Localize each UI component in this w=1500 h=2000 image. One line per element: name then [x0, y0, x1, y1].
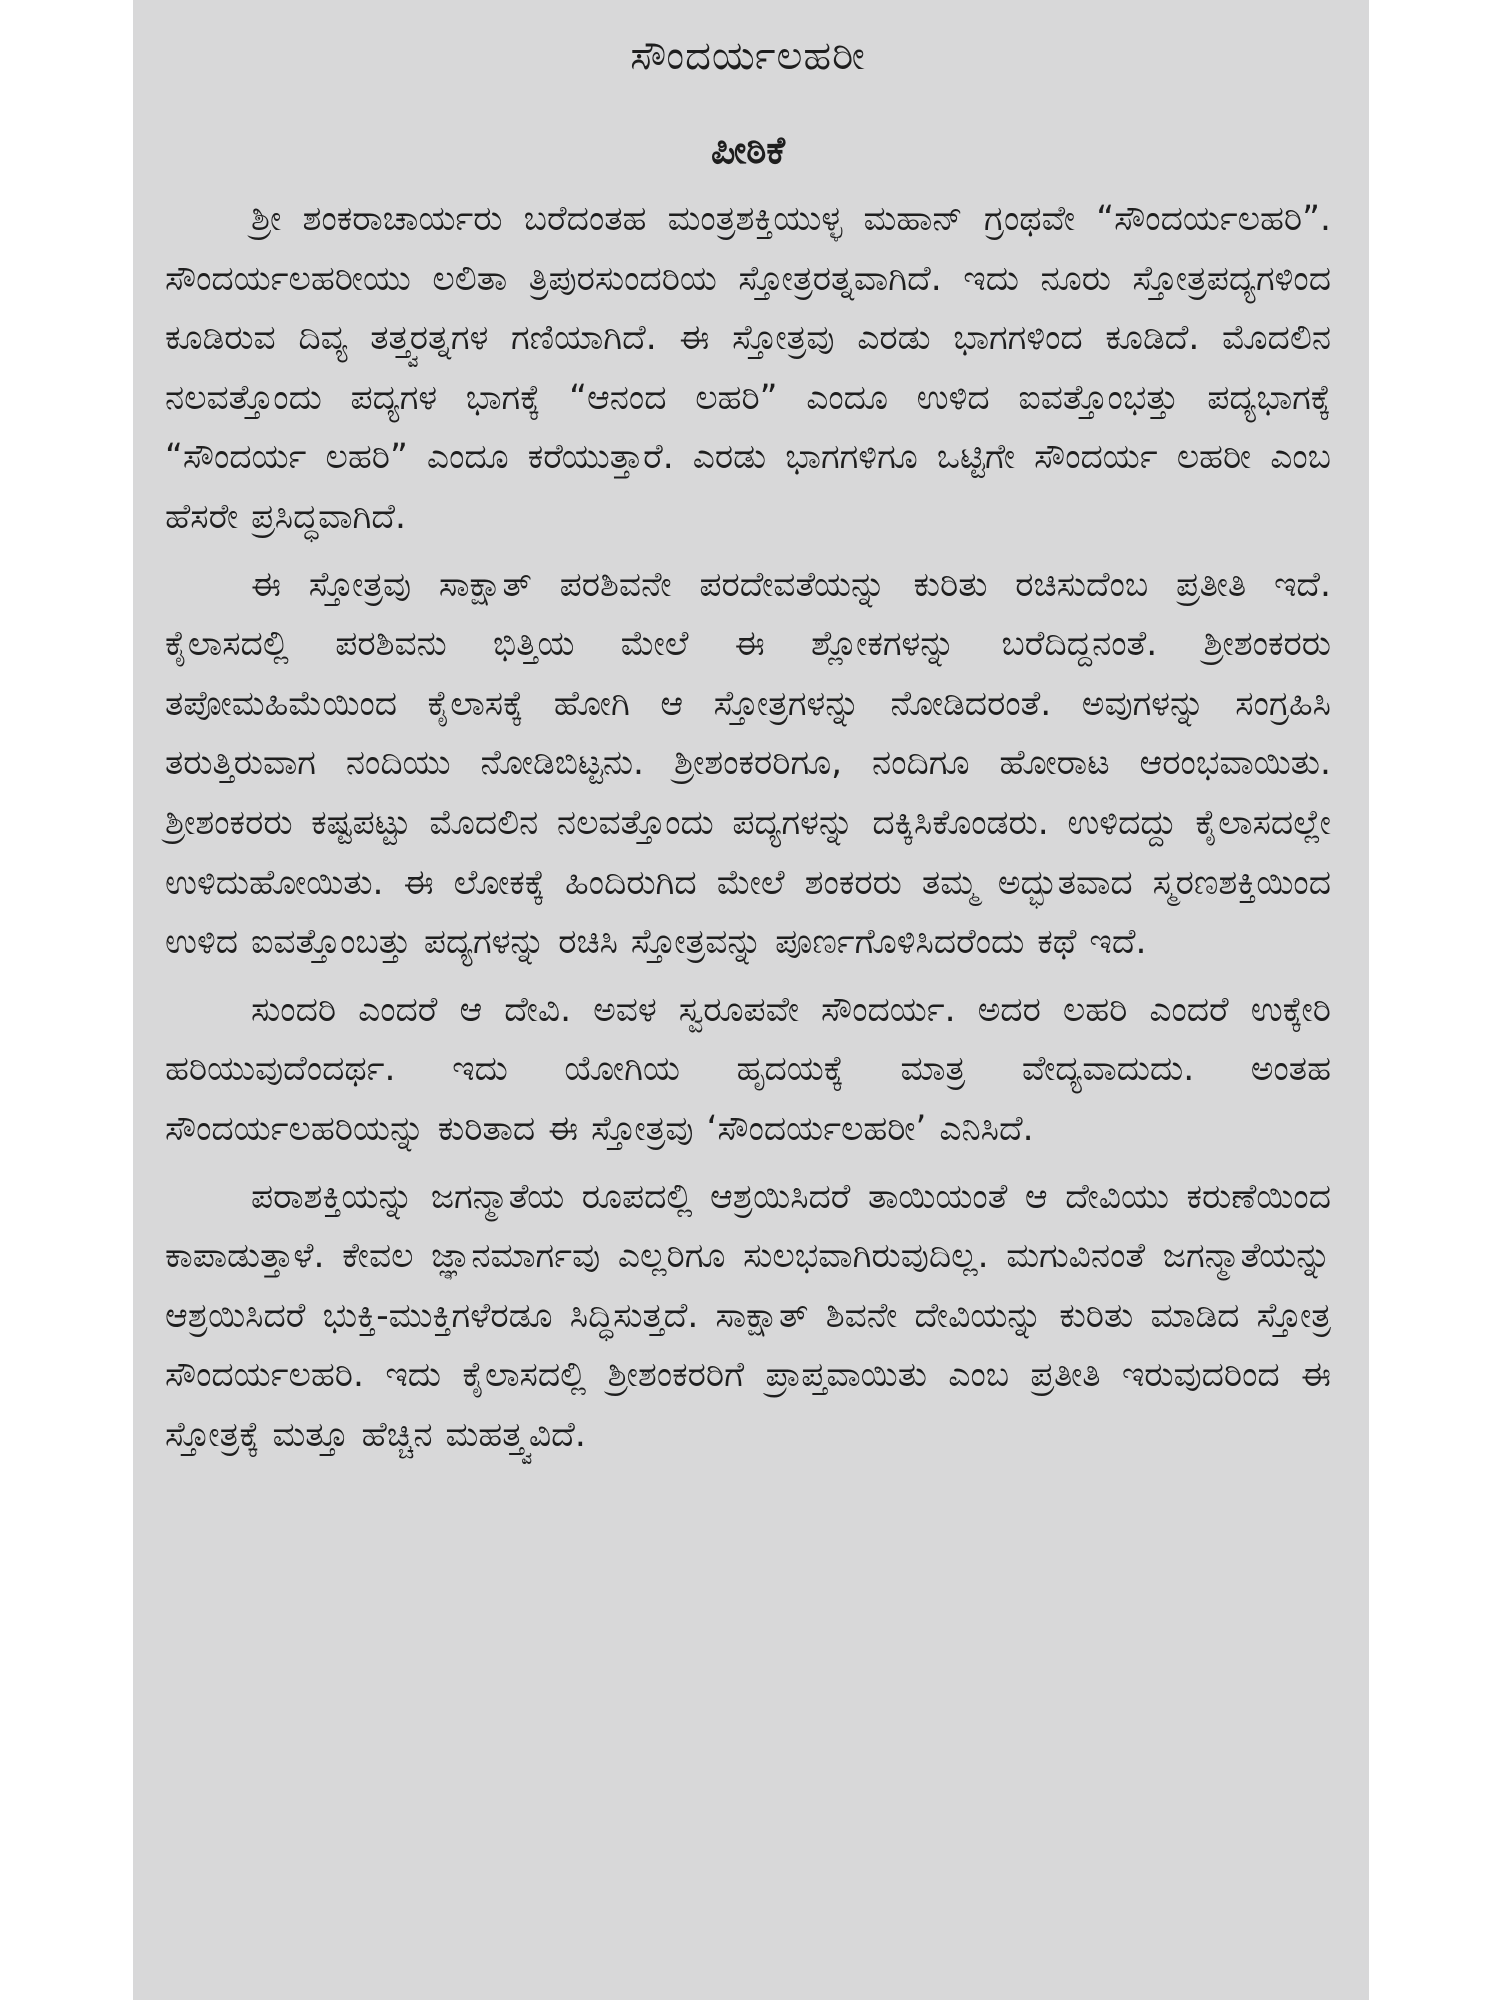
page-title: ಸೌಂದರ್ಯಲಹರೀ [630, 33, 866, 79]
paragraph-2: ಈ ಸ್ತೋತ್ರವು ಸಾಕ್ಷಾತ್ ಪರಶಿವನೇ ಪರದೇವತೆಯನ್ನು ಕುರಿತು ರಚಿಸುದೆಂಬ ಪ್ರತೀತಿ ಇದೆ. ಕೈಲಾಸದಲ್ಲಿ ಪರಶಿವನು ಭಿತ್ತಿಯ ಮೇಲೆ ಈ ಶ್ಲೋಕಗಳನ್ನು ಬರೆದಿದ್ದನಂತೆ. ಶ್ರೀಶಂಕರರು ತಪೋಮಹಿಮೆಯಿಂದ ಕೈಲಾಸಕ್ಕೆ ಹೋಗಿ ಆ ಸ್ತೋತ್ರಗಳನ್ನು ನೋಡಿದರಂತೆ. ಅವುಗಳನ್ನು ಸಂಗ್ರಹಿಸಿ ತರುತ್ತಿರುವಾಗ ನಂದಿಯು ನೋಡಿಬಿಟ್ಟನು. ಶ್ರೀಶಂಕರರಿಗೂ, ನಂದಿಗೂ ಹೋರಾಟ ಆರಂಭವಾಯಿತು. ಶ್ರೀಶಂಕರರು ಕಷ್ಟಪಟ್ಟು ಮೊದಲಿನ ನಲವತ್ತೊಂದು ಪದ್ಯಗಳನ್ನು ದಕ್ಕಿಸಿಕೊಂಡರು. ಉಳಿದದ್ದು ಕೈಲಾಸದಲ್ಲೇ ಉಳಿದುಹೋಯಿತು. ಈ ಲೋಕಕ್ಕೆ ಹಿಂದಿರುಗಿದ ಮೇಲೆ ಶಂಕರರು ತಮ್ಮ ಅದ್ಭುತವಾದ ಸ್ಮರಣಶಕ್ತಿಯಿಂದ ಉಳಿದ ಐವತ್ತೊಂಬತ್ತು ಪದ್ಯಗಳನ್ನು ರಚಿಸಿ ಸ್ತೋತ್ರವನ್ನು ಪೂರ್ಣಗೊಳಿಸಿದರೆಂದು ಕಥೆ ಇದೆ. [165, 564, 1331, 963]
paragraph-1: ಶ್ರೀ ಶಂಕರಾಚಾರ್ಯರು ಬರೆದಂತಹ ಮಂತ್ರಶಕ್ತಿಯುಳ್ಳ ಮಹಾನ್ ಗ್ರಂಥವೇ “ಸೌಂದರ್ಯಲಹರಿ”. ಸೌಂದರ್ಯಲಹರೀಯು ಲಲಿತಾ ತ್ರಿಪುರಸುಂದರಿಯ ಸ್ತೋತ್ರರತ್ನವಾಗಿದೆ. ಇದು ನೂರು ಸ್ತೋತ್ರಪದ್ಯಗಳಿಂದ ಕೂಡಿರುವ ದಿವ್ಯ ತತ್ತ್ವರತ್ನಗಳ ಗಣಿಯಾಗಿದೆ. ಈ ಸ್ತೋತ್ರವು ಎರಡು ಭಾಗಗಳಿಂದ ಕೂಡಿದೆ. ಮೊದಲಿನ ನಲವತ್ತೊಂದು ಪದ್ಯಗಳ ಭಾಗಕ್ಕೆ “ಆನಂದ ಲಹರಿ” ಎಂದೂ ಉಳಿದ ಐವತ್ತೊಂಭತ್ತು ಪದ್ಯಭಾಗಕ್ಕೆ “ಸೌಂದರ್ಯ ಲಹರಿ” ಎಂದೂ ಕರೆಯುತ್ತಾರೆ. ಎರಡು ಭಾಗಗಳಿಗೂ ಒಟ್ಟಿಗೇ ಸೌಂದರ್ಯ ಲಹರೀ ಎಂಬ ಹೆಸರೇ ಪ್ರಸಿದ್ಧವಾಗಿದೆ. [165, 199, 1331, 537]
book-page [133, 0, 1369, 2000]
paragraph-4: ಪರಾಶಕ್ತಿಯನ್ನು ಜಗನ್ಮಾತೆಯ ರೂಪದಲ್ಲಿ ಆಶ್ರಯಿಸಿದರೆ ತಾಯಿಯಂತೆ ಆ ದೇವಿಯು ಕರುಣೆಯಿಂದ ಕಾಪಾಡುತ್ತಾಳೆ. ಕೇವಲ ಜ್ಞಾನಮಾರ್ಗವು ಎಲ್ಲರಿಗೂ ಸುಲಭವಾಗಿರುವುದಿಲ್ಲ. ಮಗುವಿನಂತೆ ಜಗನ್ಮಾತೆಯನ್ನು ಆಶ್ರಯಿಸಿದರೆ ಭುಕ್ತಿ-ಮುಕ್ತಿಗಳೆರಡೂ ಸಿದ್ಧಿಸುತ್ತದೆ. ಸಾಕ್ಷಾತ್ ಶಿವನೇ ದೇವಿಯನ್ನು ಕುರಿತು ಮಾಡಿದ ಸ್ತೋತ್ರ ಸೌಂದರ್ಯಲಹರಿ. ಇದು ಕೈಲಾಸದಲ್ಲಿ ಶ್ರೀಶಂಕರರಿಗೆ ಪ್ರಾಪ್ತವಾಯಿತು ಎಂಬ ಪ್ರತೀತಿ ಇರುವುದರಿಂದ ಈ ಸ್ತೋತ್ರಕ್ಕೆ ಮತ್ತೂ ಹೆಚ್ಚಿನ ಮಹತ್ತ್ವವಿದೆ. [165, 1176, 1331, 1455]
paragraph-3: ಸುಂದರಿ ಎಂದರೆ ಆ ದೇವಿ. ಅವಳ ಸ್ವರೂಪವೇ ಸೌಂದರ್ಯ. ಅದರ ಲಹರಿ ಎಂದರೆ ಉಕ್ಕೇರಿ ಹರಿಯುವುದೆಂದರ್ಥ. ಇದು ಯೋಗಿಯ ಹೃದಯಕ್ಕೆ ಮಾತ್ರ ವೇದ್ಯವಾದುದು. ಅಂತಹ ಸೌಂದರ್ಯಲಹರಿಯನ್ನು ಕುರಿತಾದ ಈ ಸ್ತೋತ್ರವು ‘ಸೌಂದರ್ಯಲಹರೀ’ ಎನಿಸಿದೆ. [165, 989, 1331, 1149]
section-heading: ಪೀಠಿಕೆ [711, 128, 785, 172]
